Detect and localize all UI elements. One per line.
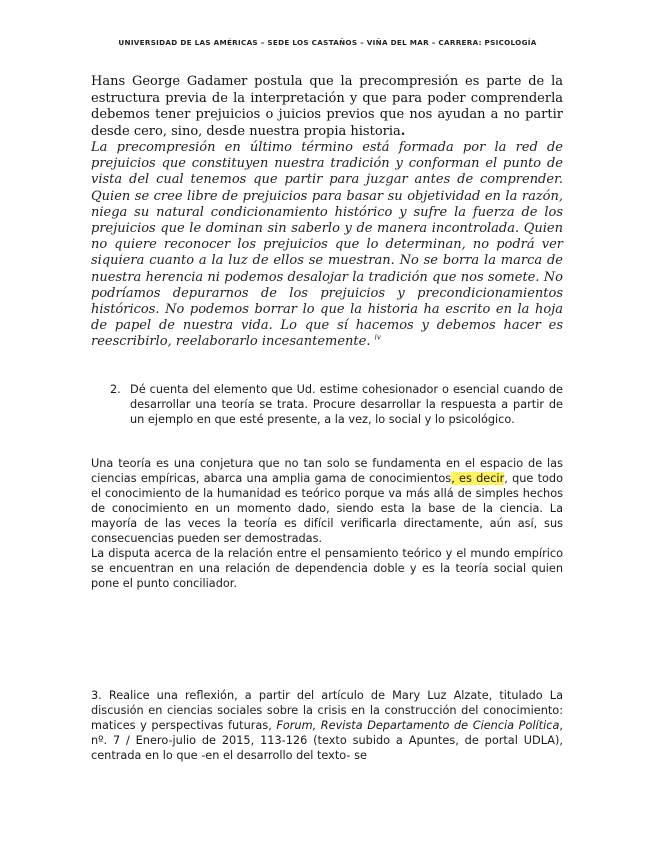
gadamer-quote xyxy=(91,140,563,351)
intro-period: . xyxy=(400,123,406,139)
highlighted-text: , es decir xyxy=(451,472,505,485)
question-2 xyxy=(110,382,563,427)
page-header: UNIVERSIDAD DE LAS AMÉRICAS – SEDE LOS CASTAÑOS – VIÑA DEL MAR – CARRERA: PSICOLOGÍA xyxy=(118,38,537,47)
intro-text: Hans George Gadamer postula que la precompresión es parte de la estructura previa de la interpretación y que para poder comprenderla debemos tener prejuicios o juicios previos que nos ayudan a no partir desde cero, sino, desde nuestra propia historia xyxy=(91,74,563,139)
journal-title: Forum, Revista Departamento de Ciencia Política xyxy=(276,719,560,732)
question-2-text: Dé cuenta del elemento que Ud. estime cohesionador o esencial cuando de desarrollar una teoría se trata. Procure desarrollar la respuesta a partir de un ejemplo en que esté presente, a la vez, lo social y lo psicológico. xyxy=(130,383,563,426)
answer-paragraph-1 xyxy=(91,456,563,546)
question-3-text-b: , nº. 7 / Enero-julio de 2015, 113-126 (texto subido a Apuntes, de portal UDLA), centrada en lo que -en el desarrollo del texto- se xyxy=(91,719,563,762)
question-2-number: 2. xyxy=(110,383,121,396)
answer-text-start: Una teoría es una conjetura que no tan solo se fundamenta en el espacio de las ciencias empíricas, abarca una amplia gama de conocimientos xyxy=(91,457,563,485)
question-3-text-a: 3. Realice una reflexión, a partir del artículo de Mary Luz Alzate, titulado La discusión en ciencias sociales sobre la crisis en la construcción del conocimiento: matices y perspectivas futuras, xyxy=(91,689,563,732)
answer-paragraph-2: La disputa acerca de la relación entre el pensamiento teórico y el mundo empírico se encuentran en una relación de dependencia doble y es la teoría social quien pone el punto conciliador. xyxy=(91,547,563,590)
question-3 xyxy=(91,688,563,763)
answer-text-end: , que todo el conocimiento de la humanidad es teórico porque va más allá de simples hechos de conocimiento en un momento dado, siendo esta la base de la ciencia. La mayoría de las veces la teoría es difícil verificarla directamente, aún así, sus consecuencias pueden ser demostradas. xyxy=(91,472,564,545)
endnote-marker: iv xyxy=(374,334,381,343)
answer-2 xyxy=(91,456,563,591)
quote-text: La precompresión en último término está formada por la red de prejuicios que constituyen nuestra tradición y conforman el punto de vista del cual tenemos que partir para juzgar antes de comprender. Quien se cree libre de prejuicios para basar su objetividad en la razón, niega su natural condicionamiento histórico y sufre la fuerza de los prejuicios que le dominan sin saberlo y de manera incontrolada. Quien no quiere reconocer los prejuicios que lo determinan, no podrá ver siquiera cuanto a la luz de ellos se muestran. No se borra la marca de nuestra herencia ni podemos desalojar la tradición que nos somete. No podríamos depurarnos de los prejuicios y precondicionamientos históricos. No podemos borrar lo que la historia ha escrito en la hoja de papel de nuestra vida. Lo que sí hacemos y debemos hacer es reescribirlo, reelaborarlo incesantemente. xyxy=(91,140,563,350)
intro-paragraph xyxy=(91,74,563,140)
